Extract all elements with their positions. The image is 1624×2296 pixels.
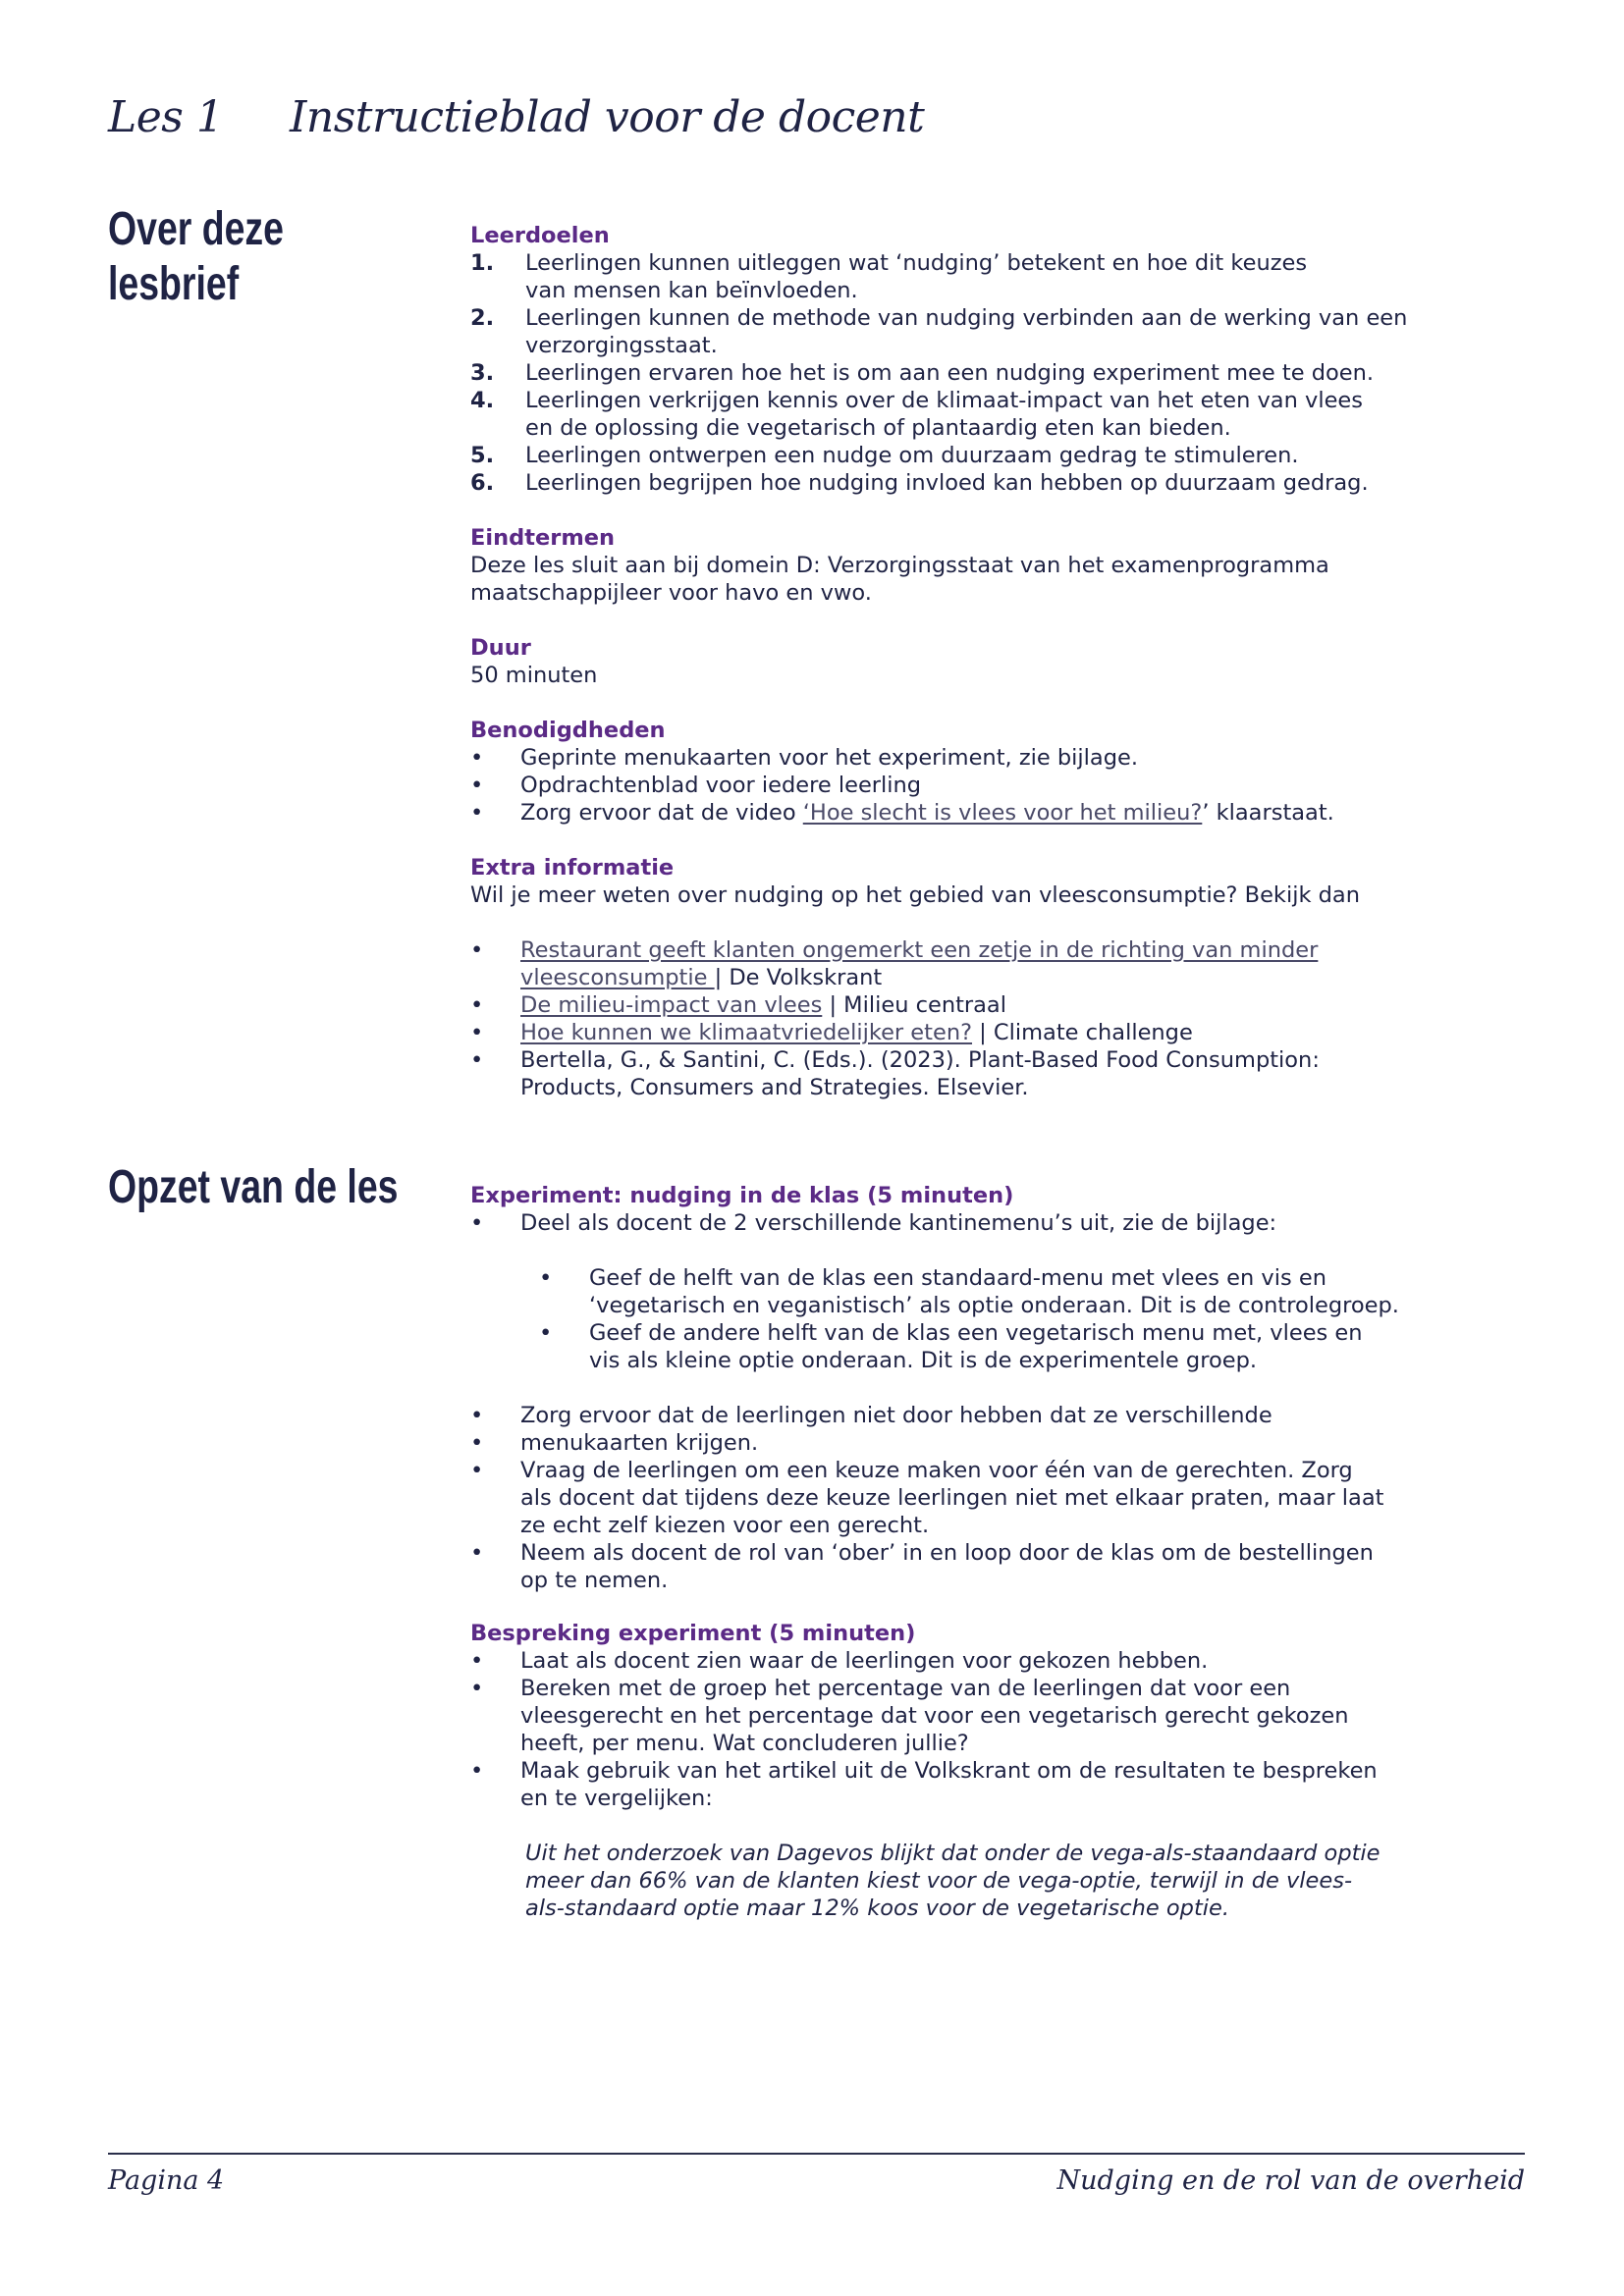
list-number: 3. xyxy=(470,360,495,386)
benodigdheden-heading: Benodigdheden xyxy=(470,718,666,743)
list-text xyxy=(520,991,1413,1019)
experiment-intro-list xyxy=(470,1209,1413,1237)
list-text: Geprinte menukaarten voor het experiment, zie bijlage. xyxy=(520,745,1138,771)
list-text: Leerlingen kunnen uitleggen wat ‘nudging’ betekent en hoe dit keuzes van mensen kan beïnvloeden. xyxy=(525,250,1308,303)
list-number: 5. xyxy=(470,443,495,468)
list-text: Leerlingen ontwerpen een nudge om duurzaam gedrag te stimuleren. xyxy=(525,443,1299,468)
list-text: menukaarten krijgen. xyxy=(520,1430,759,1456)
benodigdheden-list xyxy=(470,744,1413,827)
bullet-icon: • xyxy=(470,1458,484,1483)
list-item xyxy=(470,1429,1413,1457)
list-item xyxy=(539,1264,1413,1319)
list-text: Vraag de leerlingen om een keuze maken voor één van de gerechten. Zorg als docent dat tijdens deze keuze leerlingen niet met elkaar praten, maar laat ze echt zelf kiezen voor een gerecht. xyxy=(520,1458,1384,1538)
video-prefix: Zorg ervoor dat de video xyxy=(520,800,803,826)
list-text xyxy=(520,936,1365,991)
page-title: Instructieblad voor de docent xyxy=(290,92,925,142)
list-item xyxy=(470,1647,1413,1675)
bullet-icon: • xyxy=(470,800,484,826)
list-item xyxy=(470,744,1413,772)
eindtermen-block xyxy=(470,524,1413,607)
bespreking-list xyxy=(470,1647,1413,1812)
list-item xyxy=(470,469,1413,497)
list-item xyxy=(470,304,1413,359)
bullet-icon: • xyxy=(470,1540,484,1566)
bullet-icon: • xyxy=(470,1430,484,1456)
bullet-icon: • xyxy=(470,1210,484,1236)
list-item xyxy=(470,799,1413,827)
bullet-icon: • xyxy=(470,1403,484,1428)
reference-text: Bertella, G., & Santini, C. (Eds.). (2023). Plant-Based Food Consumption: Products, Consumers and Strategies. Elsevier. xyxy=(520,1047,1320,1100)
list-number: 2. xyxy=(470,305,495,331)
link-source: | De Volkskrant xyxy=(714,965,883,990)
eindtermen-text: Deze les sluit aan bij domein D: Verzorgingsstaat van het examenprogramma maatschappijleer voor havo en vwo. xyxy=(470,553,1329,606)
list-item xyxy=(470,1539,1413,1594)
list-item xyxy=(470,1046,1413,1101)
list-text: Bereken met de groep het percentage van de leerlingen dat voor een vleesgerecht en het percentage dat voor een vegetarisch gerecht gekozen heeft, per menu. Wat concluderen jullie? xyxy=(520,1676,1349,1756)
bespreking-heading: Bespreking experiment (5 minuten) xyxy=(470,1621,916,1646)
list-item xyxy=(470,1019,1413,1046)
list-item xyxy=(470,1457,1413,1539)
list-text xyxy=(520,799,1413,827)
list-text: Maak gebruik van het artikel uit de Volkskrant om de resultaten te bespreken en te vergelijken: xyxy=(520,1758,1378,1811)
video-suffix: ’ klaarstaat. xyxy=(1202,800,1334,826)
duur-text: 50 minuten xyxy=(470,663,598,688)
list-item xyxy=(470,442,1413,469)
bullet-icon: • xyxy=(470,1676,484,1701)
link-source: | Milieu centraal xyxy=(822,992,1006,1018)
bullet-icon: • xyxy=(470,773,484,798)
bullet-icon: • xyxy=(470,1758,484,1784)
lesson-number: Les 1 xyxy=(108,92,224,142)
bullet-icon: • xyxy=(470,1020,484,1045)
list-text: Leerlingen begrijpen hoe nudging invloed kan hebben op duurzaam gedrag. xyxy=(525,470,1369,496)
extra-info-list xyxy=(470,936,1413,1101)
list-item xyxy=(470,1402,1413,1429)
bullet-icon: • xyxy=(470,937,484,963)
list-text: Geef de helft van de klas een standaard-menu met vlees en vis en ‘vegetarisch en veganistisch’ als optie onderaan. Dit is de controlegroep. xyxy=(589,1265,1399,1318)
about-content xyxy=(470,222,1413,497)
bullet-icon: • xyxy=(539,1320,553,1346)
list-item xyxy=(470,991,1413,1019)
list-item xyxy=(470,359,1413,387)
list-text: Deel als docent de 2 verschillende kantinemenu’s uit, zie de bijlage: xyxy=(520,1210,1277,1236)
list-text: Neem als docent de rol van ‘ober’ in en loop door de klas om de bestellingen op te nemen. xyxy=(520,1540,1374,1593)
bespreking-block xyxy=(470,1620,1413,1922)
list-text: Leerlingen verkrijgen kennis over de klimaat-impact van het eten van vlees en de oplossing die vegetarisch of plantaardig eten kan bieden. xyxy=(525,388,1363,441)
volkskrant-quote: Uit het onderzoek van Dagevos blijkt dat onder de vega-als-staandaard optie meer dan 66% van de klanten kiest voor de vega-optie, terwijl in de vlees-als-standaard optie maar 12% koos voor de vegetarische optie. xyxy=(525,1841,1380,1921)
list-text: Zorg ervoor dat de leerlingen niet door hebben dat ze verschillende xyxy=(520,1403,1272,1428)
benodigdheden-block xyxy=(470,717,1413,827)
list-text: Laat als docent zien waar de leerlingen voor gekozen hebben. xyxy=(520,1648,1209,1674)
leerdoelen-heading: Leerdoelen xyxy=(470,223,610,248)
list-item xyxy=(470,1209,1413,1237)
footer-divider xyxy=(108,2153,1525,2155)
section-heading-line: lesbrief xyxy=(108,258,240,310)
bullet-icon: • xyxy=(470,1648,484,1674)
bullet-icon: • xyxy=(539,1265,553,1291)
link-source: | Climate challenge xyxy=(972,1020,1193,1045)
experiment-steps-list xyxy=(470,1402,1413,1594)
list-text: Geef de andere helft van de klas een vegetarisch menu met, vlees en vis als kleine optie onderaan. Dit is de experimentele groep. xyxy=(589,1320,1363,1373)
list-text: Opdrachtenblad voor iedere leerling xyxy=(520,773,922,798)
list-item xyxy=(470,772,1413,799)
section-heading-line: Over deze xyxy=(108,203,284,255)
extra-info-block xyxy=(470,854,1413,1101)
experiment-nested-list xyxy=(470,1264,1413,1374)
list-number: 1. xyxy=(470,250,495,276)
extra-info-heading: Extra informatie xyxy=(470,855,675,881)
leerdoelen-list xyxy=(470,249,1413,497)
list-text: Leerlingen kunnen de methode van nudging verbinden aan de werking van een verzorgingsstaat. xyxy=(525,305,1408,358)
duur-block xyxy=(470,634,1413,689)
list-item xyxy=(470,936,1413,991)
milieu-centraal-link[interactable]: De milieu-impact van vlees xyxy=(520,992,823,1018)
list-number: 6. xyxy=(470,470,495,496)
eindtermen-heading: Eindtermen xyxy=(470,525,616,551)
list-item xyxy=(470,1675,1413,1757)
list-number: 4. xyxy=(470,388,495,413)
section-heading-about xyxy=(108,202,284,312)
list-item xyxy=(470,249,1413,304)
bullet-icon: • xyxy=(470,992,484,1018)
list-item xyxy=(470,1757,1413,1812)
page-number: Pagina 4 xyxy=(108,2165,225,2196)
list-item xyxy=(539,1319,1413,1374)
list-text xyxy=(520,1019,1413,1046)
experiment-block xyxy=(470,1182,1413,1594)
climate-challenge-link[interactable]: Hoe kunnen we klimaatvriedelijker eten? xyxy=(520,1020,973,1045)
document-title: Nudging en de rol van de overheid xyxy=(1056,2165,1525,2196)
volkskrant-link[interactable]: Restaurant geeft klanten ongemerkt een zetje in de richting van minder vleesconsumptie xyxy=(520,937,1319,990)
list-item xyxy=(470,387,1413,442)
duur-heading: Duur xyxy=(470,635,531,661)
extra-info-intro: Wil je meer weten over nudging op het gebied van vleesconsumptie? Bekijk dan xyxy=(470,882,1360,908)
experiment-heading: Experiment: nudging in de klas (5 minuten) xyxy=(470,1183,1014,1208)
list-text: Leerlingen ervaren hoe het is om aan een nudging experiment mee te doen. xyxy=(525,360,1375,386)
section-heading-setup: Opzet van de les xyxy=(108,1161,399,1213)
bullet-icon: • xyxy=(470,1047,484,1073)
video-link[interactable]: ‘Hoe slecht is vlees voor het milieu? xyxy=(802,800,1203,826)
bullet-icon: • xyxy=(470,745,484,771)
